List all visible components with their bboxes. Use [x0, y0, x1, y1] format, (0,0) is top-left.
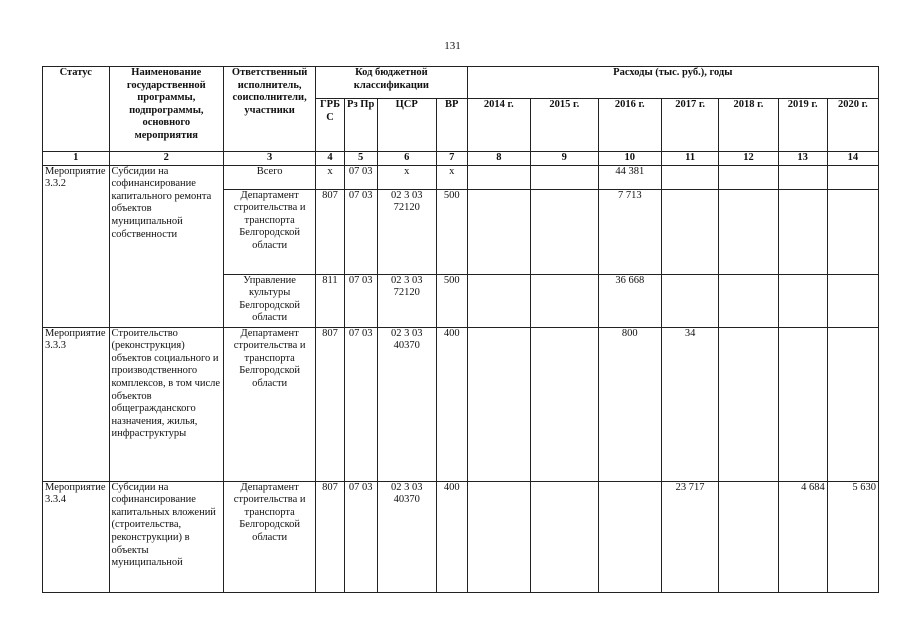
col-num: 1 [43, 152, 110, 166]
csr-cell: 02 3 03 72120 [377, 274, 436, 327]
col-num: 3 [224, 152, 316, 166]
csr-cell: 02 3 03 40370 [377, 481, 436, 592]
header-year-2015: 2015 г. [531, 99, 599, 152]
value-2015 [531, 327, 599, 481]
executor-cell: Департамент строительства и транспорта Белгородской области [224, 327, 316, 481]
col-num: 9 [531, 152, 599, 166]
value-2016: 44 381 [598, 165, 661, 189]
value-2020 [827, 327, 878, 481]
table-row [43, 481, 879, 592]
vr-cell: 500 [436, 189, 467, 274]
header-vr: ВР [436, 99, 467, 152]
header-name: Наименование государственной программы, подпрограммы, основного мероприятия [109, 67, 224, 152]
header-year-2020: 2020 г. [827, 99, 878, 152]
header-row-1 [43, 67, 879, 99]
name-cell: Субсидии на софинансирование капитальных вложений (строительства, реконструкции) в объекты муниципальной [109, 481, 224, 592]
value-2017 [661, 165, 718, 189]
vr-cell: 400 [436, 327, 467, 481]
table-row [43, 165, 879, 189]
value-2014 [467, 481, 530, 592]
header-expenses: Расходы (тыс. руб.), годы [467, 67, 878, 99]
col-num: 2 [109, 152, 224, 166]
col-num: 5 [344, 152, 377, 166]
rzpr-cell: 07 03 [344, 481, 377, 592]
csr-cell: 02 3 03 72120 [377, 189, 436, 274]
value-2017: 34 [661, 327, 718, 481]
value-2020: 5 630 [827, 481, 878, 592]
col-num: 12 [719, 152, 778, 166]
rzpr-cell: 07 03 [344, 274, 377, 327]
header-budget-code: Код бюджетной классификации [316, 67, 467, 99]
value-2017 [661, 274, 718, 327]
value-2020 [827, 189, 878, 274]
rzpr-cell: 07 03 [344, 189, 377, 274]
csr-cell: 02 3 03 40370 [377, 327, 436, 481]
value-2015 [531, 274, 599, 327]
value-2018 [719, 274, 778, 327]
value-2017 [661, 189, 718, 274]
grbs-cell: 807 [316, 481, 345, 592]
col-num: 4 [316, 152, 345, 166]
value-2015 [531, 481, 599, 592]
header-grbs: ГРБ С [316, 99, 345, 152]
value-2018 [719, 165, 778, 189]
value-2016 [598, 481, 661, 592]
value-2017: 23 717 [661, 481, 718, 592]
value-2015 [531, 189, 599, 274]
col-num: 6 [377, 152, 436, 166]
status-cell: Мероприятие 3.3.3 [43, 327, 110, 481]
executor-cell: Департамент строительства и транспорта Белгородской области [224, 481, 316, 592]
header-year-2018: 2018 г. [719, 99, 778, 152]
col-num: 10 [598, 152, 661, 166]
status-cell: Мероприятие 3.3.2 [43, 165, 110, 327]
name-cell: Строительство (реконструкция) объектов социального и производственного комплексов, в том числе объектов общегражданского назначения, жилья, инфраструктуры [109, 327, 224, 481]
col-num: 13 [778, 152, 827, 166]
header-status: Статус [43, 67, 110, 152]
header-csr: ЦСР [377, 99, 436, 152]
col-num: 8 [467, 152, 530, 166]
value-2016: 36 668 [598, 274, 661, 327]
value-2014 [467, 274, 530, 327]
value-2020 [827, 274, 878, 327]
vr-cell: 500 [436, 274, 467, 327]
executor-cell: Всего [224, 165, 316, 189]
grbs-cell: 807 [316, 327, 345, 481]
value-2015 [531, 165, 599, 189]
col-num: 11 [661, 152, 718, 166]
table-row [43, 327, 879, 481]
rzpr-cell: 07 03 [344, 327, 377, 481]
value-2020 [827, 165, 878, 189]
page-number: 131 [444, 40, 461, 52]
value-2019 [778, 189, 827, 274]
header-year-2016: 2016 г. [598, 99, 661, 152]
vr-cell: 400 [436, 481, 467, 592]
grbs-cell: 811 [316, 274, 345, 327]
value-2016: 7 713 [598, 189, 661, 274]
value-2014 [467, 189, 530, 274]
value-2016: 800 [598, 327, 661, 481]
vr-cell: х [436, 165, 467, 189]
csr-cell: х [377, 165, 436, 189]
grbs-cell: 807 [316, 189, 345, 274]
value-2014 [467, 327, 530, 481]
col-num: 14 [827, 152, 878, 166]
budget-table [42, 66, 879, 593]
header-executor: Ответственный исполнитель, соисполнители, участники [224, 67, 316, 152]
header-year-2019: 2019 г. [778, 99, 827, 152]
value-2014 [467, 165, 530, 189]
value-2019 [778, 165, 827, 189]
header-year-2014: 2014 г. [467, 99, 530, 152]
value-2018 [719, 327, 778, 481]
executor-cell: Департамент строительства и транспорта Белгородской области [224, 189, 316, 274]
grbs-cell: х [316, 165, 345, 189]
executor-cell: Управление культуры Белгородской области [224, 274, 316, 327]
name-cell: Субсидии на софинансирование капитального ремонта объектов муниципальной собственности [109, 165, 224, 327]
header-year-2017: 2017 г. [661, 99, 718, 152]
value-2019: 4 684 [778, 481, 827, 592]
col-num: 7 [436, 152, 467, 166]
value-2018 [719, 189, 778, 274]
value-2019 [778, 274, 827, 327]
value-2018 [719, 481, 778, 592]
column-numbers-row [43, 152, 879, 166]
header-rzpr: Рз Пр [344, 99, 377, 152]
rzpr-cell: 07 03 [344, 165, 377, 189]
value-2019 [778, 327, 827, 481]
status-cell: Мероприятие 3.3.4 [43, 481, 110, 592]
